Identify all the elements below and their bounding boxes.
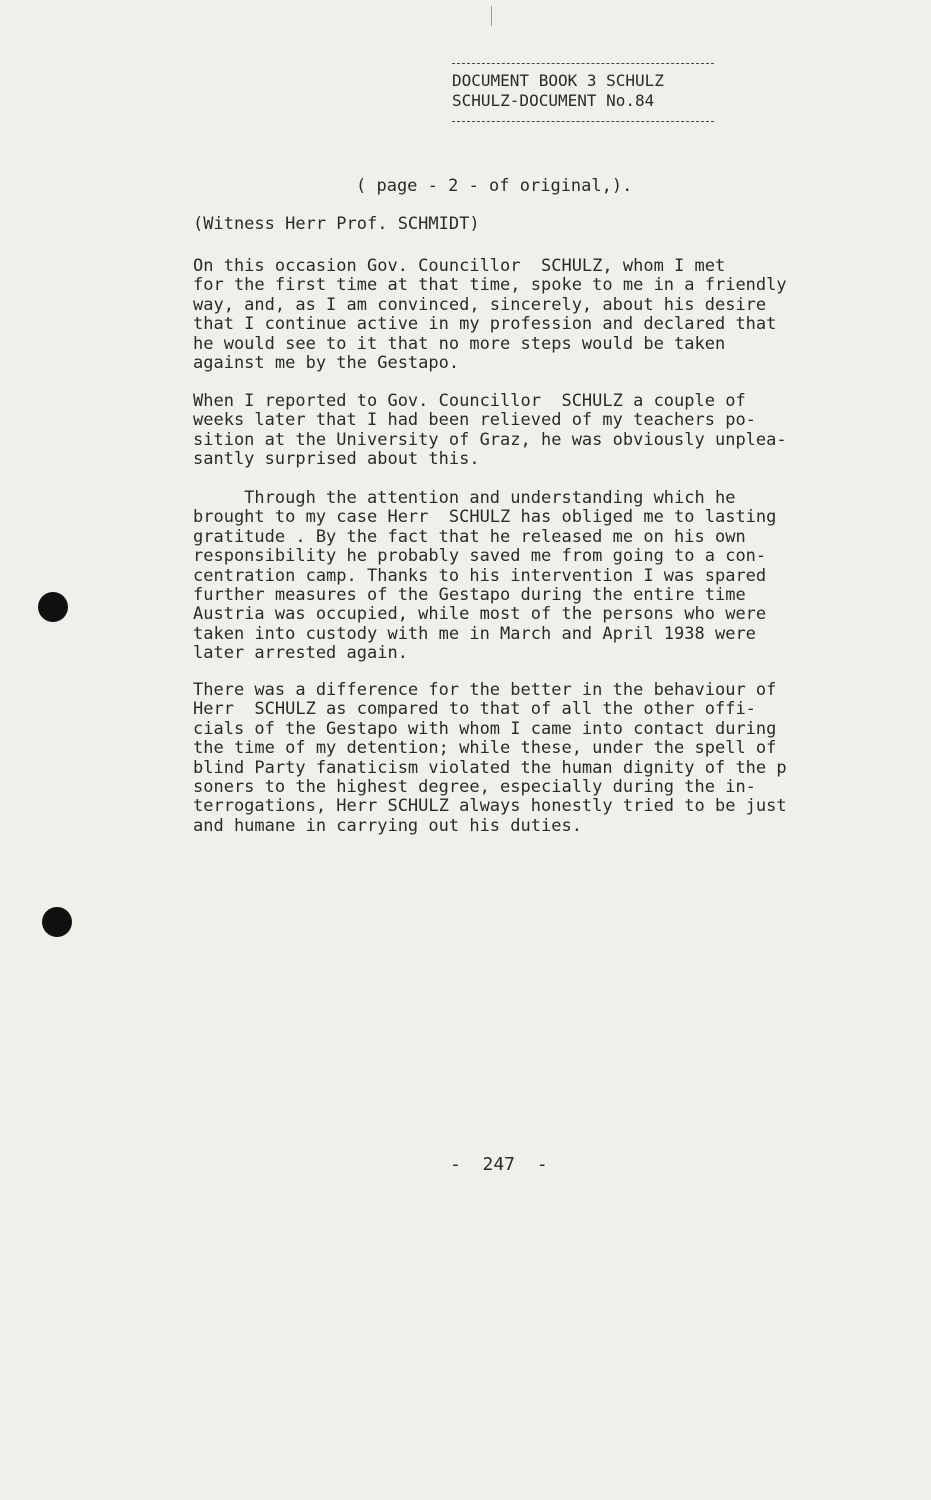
- header-rule-top: [452, 63, 714, 64]
- text-line: way, and, as I am convinced, sincerely, about his desire: [193, 294, 767, 315]
- text-line: centration camp. Thanks to his intervention I was spared: [193, 565, 767, 586]
- punch-hole-lower: [42, 907, 72, 937]
- text-line: later arrested again.: [193, 643, 408, 664]
- text-line: When I reported to Gov. Councillor SCHULZ a couple of: [193, 391, 746, 411]
- text-line: Austria was occupied, while most of the persons who were: [193, 604, 767, 625]
- original-page-reference: ( page - 2 - of original,).: [356, 176, 633, 196]
- paragraph-3: [193, 489, 893, 664]
- text-line: weeks later that I had been relieved of my teachers po-: [193, 410, 756, 431]
- fold-mark: [491, 6, 492, 26]
- paragraph-4: [193, 681, 893, 836]
- text-line: Through the attention and understanding which he: [193, 488, 736, 508]
- text-line: the time of my detention; while these, under the spell of: [193, 738, 777, 759]
- text-line: sition at the University of Graz, he was obviously unplea-: [193, 429, 787, 450]
- text-line: brought to my case Herr SCHULZ has obliged me to lasting: [193, 507, 777, 528]
- text-line: taken into custody with me in March and April 1938 were: [193, 623, 756, 644]
- header-line-2: SCHULZ-DOCUMENT No.84: [452, 91, 655, 110]
- witness-line: (Witness Herr Prof. SCHMIDT): [193, 214, 480, 234]
- text-line: santly surprised about this.: [193, 449, 480, 470]
- text-line: gratitude . By the fact that he released me on his own: [193, 526, 746, 547]
- text-line: further measures of the Gestapo during the entire time: [193, 585, 746, 606]
- text-line: against me by the Gestapo.: [193, 353, 460, 374]
- text-line: and humane in carrying out his duties.: [193, 815, 582, 836]
- punch-hole-upper: [38, 592, 68, 622]
- text-line: responsibility he probably saved me from going to a con-: [193, 546, 767, 567]
- text-line: soners to the highest degree, especially during the in-: [193, 777, 756, 798]
- text-line: blind Party fanaticism violated the human dignity of the p: [193, 757, 787, 778]
- header-rule-bottom: [452, 121, 714, 122]
- text-line: On this occasion Gov. Councillor SCHULZ, whom I met: [193, 256, 726, 276]
- paragraph-2: [193, 392, 893, 470]
- text-line: for the first time at that time, spoke to me in a friendly: [193, 275, 787, 296]
- text-line: cials of the Gestapo with whom I came into contact during: [193, 718, 777, 739]
- text-line: There was a difference for the better in the behaviour of: [193, 680, 777, 700]
- header-line-1: DOCUMENT BOOK 3 SCHULZ: [452, 71, 664, 90]
- page-number: - 247 -: [450, 1154, 548, 1175]
- text-line: he would see to it that no more steps would be taken: [193, 333, 726, 354]
- text-line: terrogations, Herr SCHULZ always honestly tried to be just: [193, 796, 787, 817]
- text-line: that I continue active in my profession and declared that: [193, 314, 777, 335]
- text-line: Herr SCHULZ as compared to that of all the other offi-: [193, 699, 756, 720]
- paragraph-1: [193, 257, 893, 373]
